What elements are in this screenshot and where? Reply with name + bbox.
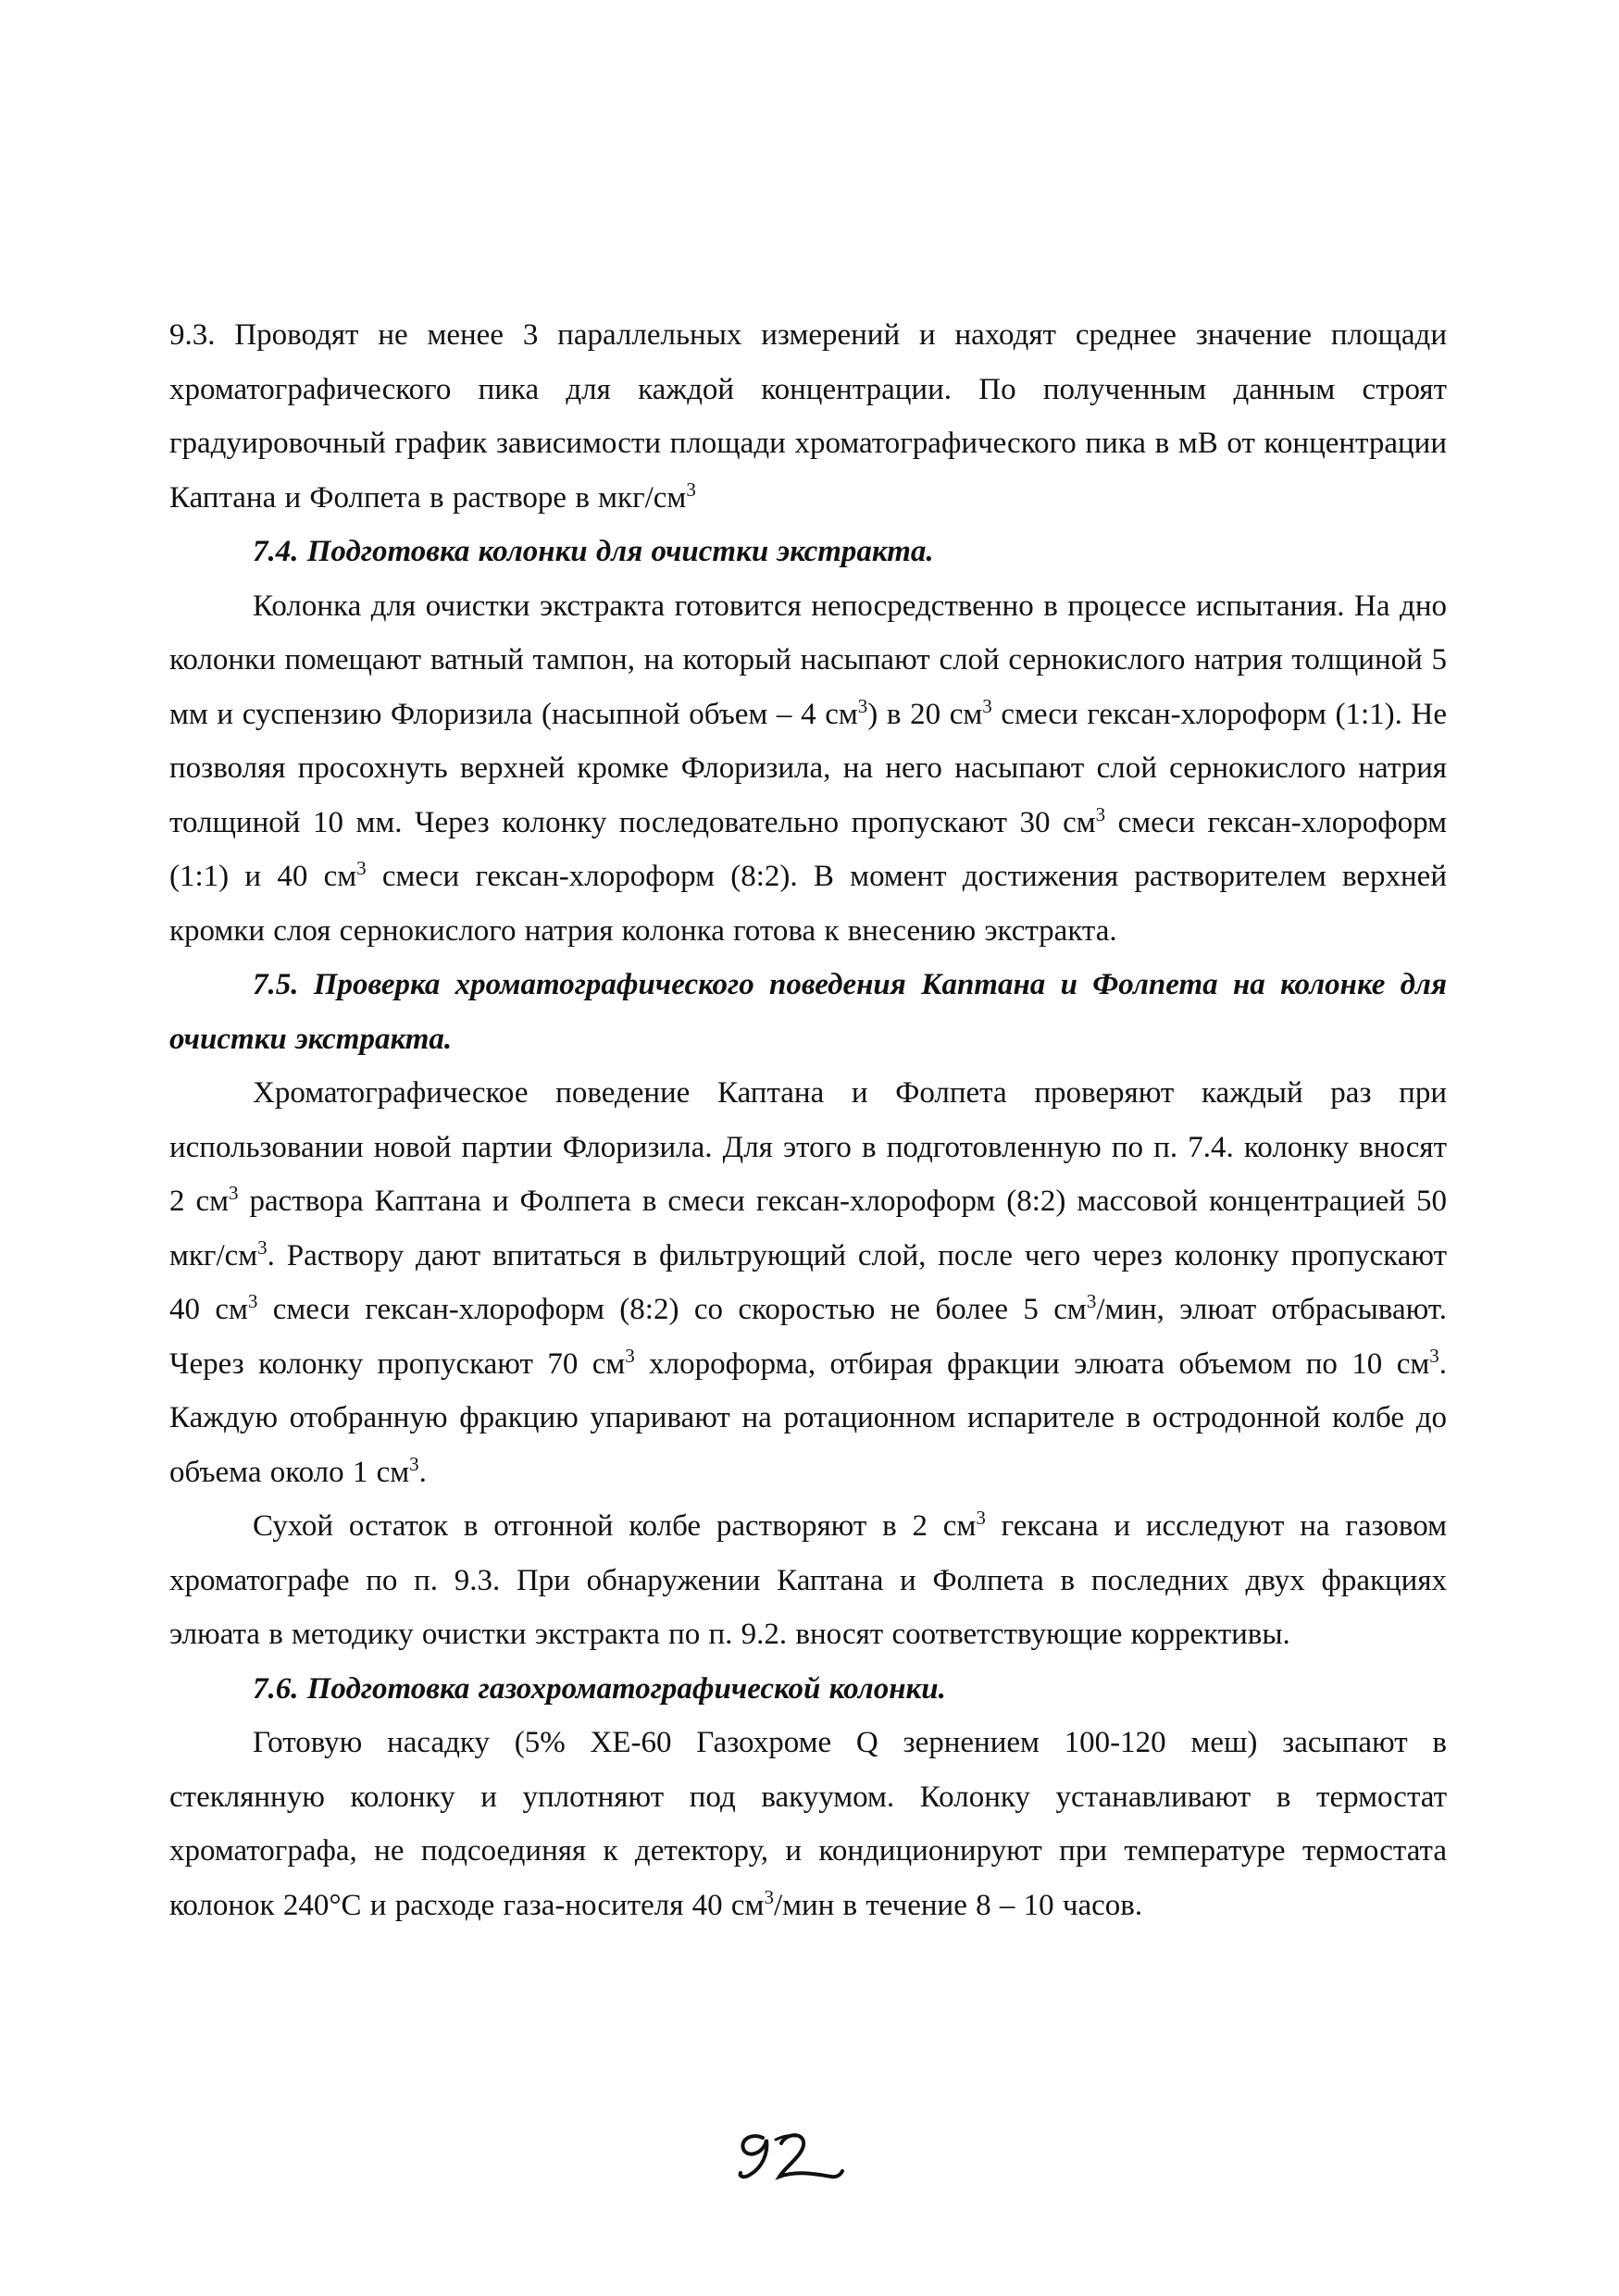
- superscript-cm3: 3: [247, 1290, 258, 1312]
- heading-7-5: 7.5. Проверка хроматографического поведения Каптана и Фолпета на колонке для очистки экстракта.: [169, 968, 1447, 1056]
- superscript-cm3: 3: [857, 694, 868, 717]
- superscript-cm3: 3: [976, 1507, 986, 1529]
- heading-7-6: 7.6. Подготовка газохроматографической колонки.: [253, 1671, 946, 1706]
- document-body: [169, 308, 1447, 1932]
- superscript-cm3: 3: [982, 694, 992, 717]
- superscript-cm3: 3: [409, 1452, 419, 1475]
- superscript-cm3: 3: [686, 478, 696, 501]
- paragraph-7-5-b: Сухой остаток в отгонной колбе растворяют в 2 $см^3$ гексана и исследуют на газовом хроматографе по п. 9.3. При обнаружении Каптана и Фолпета в последних двух фракциях элюата в методику очистки экстракта по п. 9.2. вносят соответствующие коррективы.: [169, 1507, 1447, 1651]
- superscript-cm3: 3: [625, 1344, 635, 1367]
- paragraph-9-3: [169, 308, 1447, 525]
- paragraph-9-3-text: 9.3. Проводят не менее 3 параллельных измерений и находят среднее значение площади хроматографического пика для каждой концентрации. По полученным данным строят градуировочный график зависимости площади хроматографического пика в мВ от концентрации Каптана и Фолпета в растворе в мкг/см: [169, 318, 1447, 515]
- superscript-cm3: 3: [356, 857, 367, 879]
- paragraph-7-4: Колонка для очистки экстракта готовится непосредственно в процессе испытания. На дно колонки помещают ватный тампон, на который насыпают слой сернокислого натрия толщиной 5 мм и суспензию Флоризила (насыпной объем – 4 $см^3$) в 20 $см^3$ смеси гексан-хлороформ (1:1). Не позволяя просохнуть верхней кромке Флоризила, на него насыпают слой сернокислого натрия толщиной 10 мм. Через колонку последовательно пропускают 30 $см^3$ смеси гексан-хлороформ (1:1) и 40 $см^3$ смеси гексан-хлороформ (8:2). В момент достижения растворителем верхней кромки слоя сернокислого натрия колонка готова к внесению экстракта.: [169, 589, 1448, 948]
- superscript-cm3: 3: [1086, 1290, 1097, 1312]
- superscript-cm3: 3: [229, 1182, 239, 1204]
- superscript-cm3: 3: [1095, 802, 1106, 825]
- heading-7-4: 7.4. Подготовка колонки для очистки экстракта.: [253, 535, 934, 568]
- paragraph-7-5-a: Хроматографическое поведение Каптана и Фолпета проверяют каждый раз при использовании новой партии Флоризила. Для этого в подготовленную по п. 7.4. колонку вносят 2 $см^3$ раствора Каптана и Фолпета в смеси гексан-хлороформ (8:2) массовой концентрацией 50 мкг/$см^3$. Раствору дают впитаться в фильтрующий слой, после чего через колонку пропускают 40 $см^3$ смеси гексан-хлороформ (8:2) со скоростью не более 5 $см^3$/мин, элюат отбрасывают. Через колонку пропускают 70 $см^3$ хлороформа, отбирая фракции элюата объемом по 10 $см^3$. Каждую отобранную фракцию упаривают на ротационном испарителе в остродонной колбе до объема около 1 $см^3$.: [169, 1076, 1447, 1489]
- superscript-cm3: 3: [257, 1235, 268, 1259]
- superscript-cm3: 3: [1429, 1344, 1439, 1367]
- handwritten-page-number-icon: [722, 2119, 852, 2186]
- handwritten-page-number: [722, 2119, 852, 2186]
- paragraph-7-6: Готовую насадку (5% XE-60 Газохроме Q зернением 100-120 меш) засыпают в стеклянную колонку и уплотняют под вакуумом. Колонку устанавливают в термостат хроматографа, не подсоединяя к детектору, и кондиционируют при температуре термостата колонок 240°С и расходе газа-носителя 40 $см^3$/мин в течение 8 – 10 часов.: [169, 1726, 1447, 1922]
- superscript-cm3: 3: [764, 1885, 774, 1908]
